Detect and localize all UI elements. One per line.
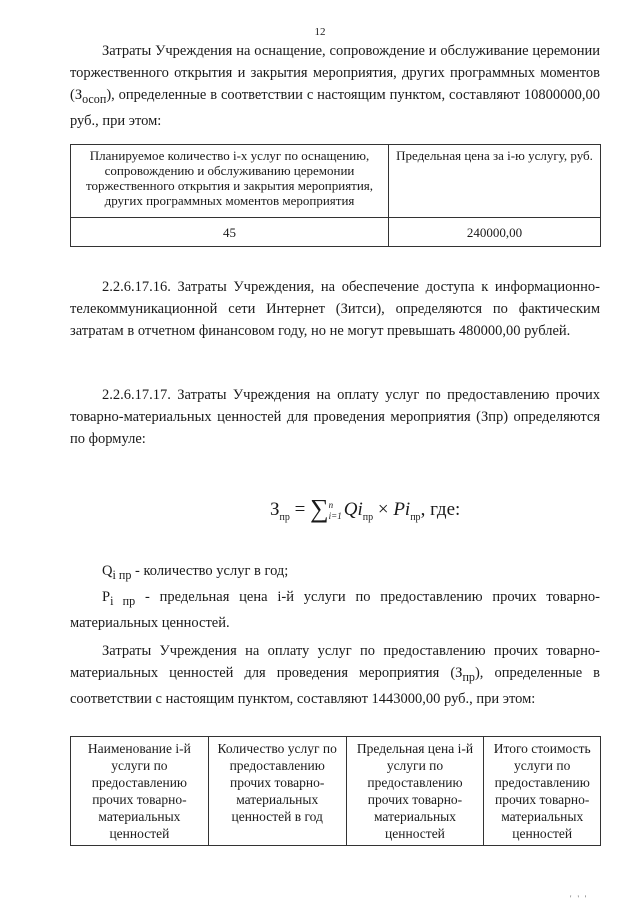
paragraph-goods-total: Затраты Учреждения на оплату услуг по предоставлению прочих товарно-материальных ценностей для проведения мероприятия $(З_{пр})$, определенные в соответствии с настоящим пунктом, составляют 1443000,00 руб., при этом: [70,643,600,707]
ceremony-costs-table [70,144,601,247]
paragraph-goods-costs: 2.2.6.17.17. Затраты Учреждения на оплату услуг по предоставлению прочих товарно-материальных ценностей для проведения мероприятия (Зпр) определяются по формуле: [70,387,600,447]
table-cell: 240000,00 [389,218,601,247]
definition-price: $P_{i пр}$ - предельная цена i-й услуги по предоставлению прочих товарно-материальных ценностей. [70,589,600,631]
table-header-cell: Количество услуг по предоставлению прочих товарно-материальных ценностей в год [208,737,346,846]
definition-quantity: $Q_{i пр}$ - количество услуг в год; [102,563,289,582]
paragraph-ceremony-costs: Затраты Учреждения на оснащение, сопровождение и обслуживание церемонии торжественного открытия и закрытия мероприятия, других программных моментов $(З_{осоп})$, определенные в соответствии с настоящим пунктом, составляют 10800000,00 руб., при этом: [70,43,600,129]
paragraph-internet-costs: 2.2.6.17.16. Затраты Учреждения, на обеспечение доступа к информационно-телекоммуникационной сети Интернет (Зитси), определяются по фактическим затратам в отчетном финансовом году, но не могут превышать 480000,00 рублей. [70,279,600,339]
table-header-row [71,145,601,218]
sum-limits: n i=1 [328,499,342,521]
footer-marks: ' ' ' [570,894,589,903]
table-cell: 45 [71,218,389,247]
sum-symbol: ∑ [310,494,329,523]
table-row [71,218,601,247]
page-number: 12 [314,26,326,38]
table-header-cell: Наименование i-й услуги по предоставлению прочих товарно-материальных ценностей [71,737,209,846]
table-header-cell: Планируемое количество i-х услуг по оснащению, сопровождению и обслуживанию церемонии торжественного открытия и закрытия мероприятия, других программных моментов мероприятия [71,145,389,218]
table-header-row [71,737,601,846]
goods-costs-table [70,736,601,846]
table-header-cell: Предельная цена i-й услуги по предоставлению прочих товарно-материальных ценностей [346,737,484,846]
table-header-cell: Итого стоимость услуги по предоставлению прочих товарно-материальных ценностей [484,737,601,846]
cost-formula: $З_{пр} = \sum n$ i=1 $Qi_{пр} \times Pi_{пр}$, где: [270,494,461,523]
table-header-cell: Предельная цена за i-ю услугу, руб. [389,145,601,218]
